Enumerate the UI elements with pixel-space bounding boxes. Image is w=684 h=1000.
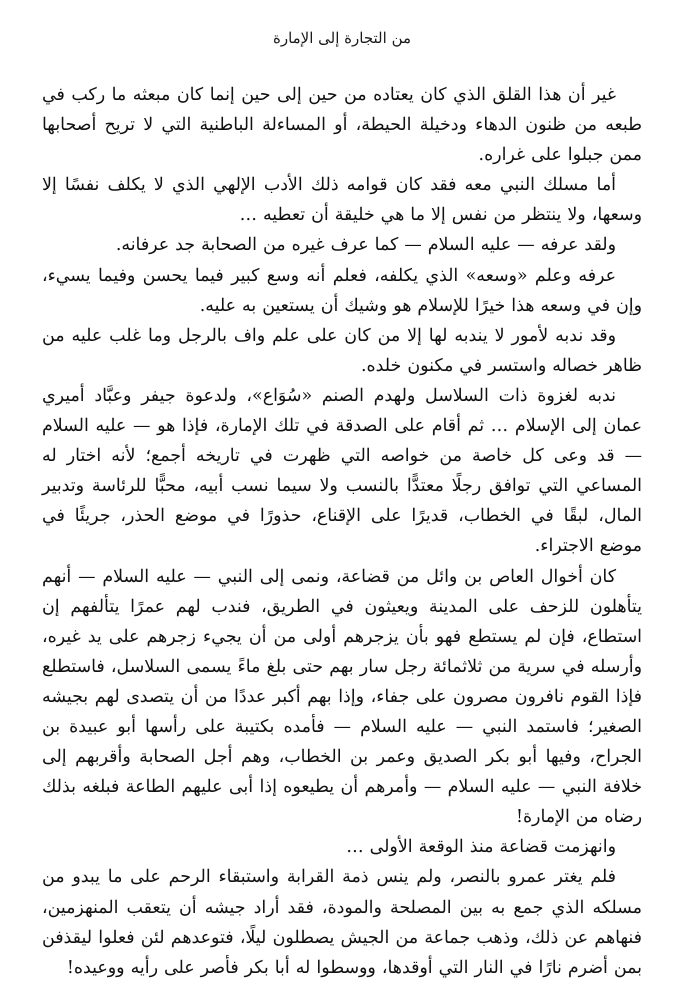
paragraph: وقد ندبه لأمور لا يندبه لها إلا من كان على علم واف بالرجل وما غلب عليه من ظاهر خصاله واستسر في مكنون خلده.	[42, 325, 642, 376]
body-text	[42, 80, 642, 983]
paragraph: غير أن هذا القلق الذي كان يعتاده من حين إلى حين إنما كان مبعثه ما ركب في طبعه من ظنون الدهاء ودخيلة الحيطة، أو المساءلة الباطنية التي لا تريح أصحابها ممن جبلوا على غراره.	[42, 85, 642, 166]
paragraph: فلم يغتر عمرو بالنصر، ولم ينس ذمة القرابة واستبقاء الرحم على ما يبدو من مسلكه الذي جمع به بين المصلحة والمودة، فقد أراد جيشه أن يتعقب المنهزمين، فنهاهم عن ذلك، وذهب جماعة من الجيش يصطلون ليلًا، فتوعدهم لئن فعلوا ليقذفن بمن أضرم نارًا في النار التي أوقدها، ووسطوا له أبا بكر فأصر على رأيه ووعيده!	[42, 867, 642, 978]
running-header: من التجارة إلى الإمارة	[272, 29, 412, 47]
paragraph: كان أخوال العاص بن وائل من قضاعة، ونمى إلى النبي — عليه السلام — أنهم يتأهلون للزحف على المدينة ويعيثون في الطريق، فندب لهم عمرًا يتألفهم إن استطاع، فإن لم يستطع فهو بأن يزجرهم أولى من أن يجيء زجرهم على يد غيره، وأرسله في سرية من ثلاثمائة رجل سار بهم حتى بلغ ماءً يسمى السلاسل، فاستطلع فإذا القوم نافرون مصرون على جفاء، وإذا بهم أكبر عددًا من أن يتصدى لهم بجيشه الصغير؛ فاستمد النبي — عليه السلام — فأمده بكتيبة على رأسها أبو عبيدة بن الجراح، وفيها أبو بكر الصديق وعمر بن الخطاب، وهم أجل الصحابة وأقربهم إلى خلافة النبي — عليه السلام — وأمرهم أن يطيعوه إذا أبى عليهم الطاعة فبلغه بذلك رضاه من الإمارة!	[42, 566, 642, 828]
paragraph: وانهزمت قضاعة منذ الوقعة الأولى …	[346, 837, 616, 858]
paragraph: ولقد عرفه — عليه السلام — كما عرف غيره من الصحابة جد عرفانه.	[115, 235, 616, 256]
paragraph: عرفه وعلم «وسعه» الذي يكلفه، فعلم أنه وسع كبير فيما يحسن وفيما يسيء، وإن في وسعه هذا خيرًا للإسلام هو وشيك أن يستعين به عليه.	[42, 265, 642, 316]
paragraph: ندبه لغزوة ذات السلاسل ولهدم الصنم «سُوَاع»، ولدعوة جيفر وعبَّاد أميري عمان إلى الإسلام … ثم أقام على الصدقة في تلك الإمارة، فإذا هو — عليه السلام — قد وعى كل خاصة من خواصه التي ظهرت في تاريخه أجمع؛ لأنه اختار له المساعي التي توافق رجلًا معتدًّا بالنسب ولا سيما نسب أبيه، محبًّا للرئاسة وتدبير المال، لبقًا في الخطاب، قديرًا على الإقناع، حذورًا في موضع الحذر، جريئًا في موضع الاجتراء.	[42, 385, 642, 557]
paragraph: أما مسلك النبي معه فقد كان قوامه ذلك الأدب الإلهي الذي لا يكلف نفسًا إلا وسعها، ولا ينتظر من نفس إلا ما هي خليقة أن تعطيه …	[42, 175, 642, 226]
